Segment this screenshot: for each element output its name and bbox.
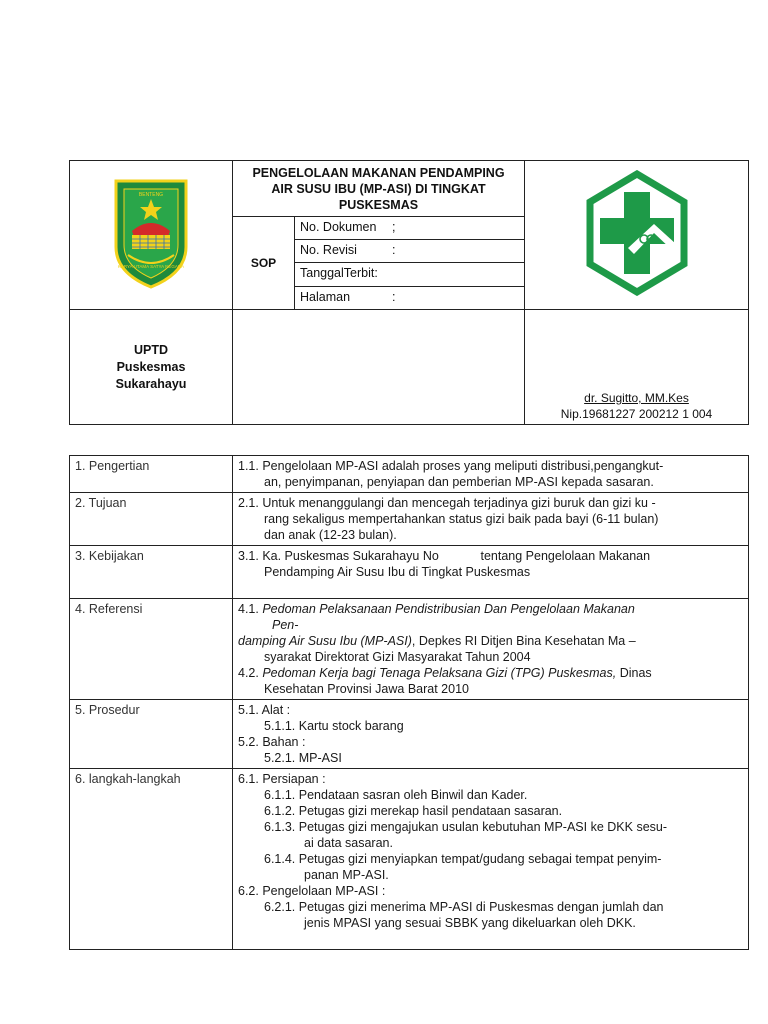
body-line — [238, 899, 743, 915]
body-text: 6.1.2. Petugas gizi merekap hasil pendataan sasaran. — [264, 804, 563, 818]
meta-issue-date — [295, 263, 525, 287]
organization-line: Sukarahayu — [115, 376, 187, 391]
body-text: dan anak (12-23 bulan). — [264, 528, 397, 542]
body-text: panan MP-ASI. — [304, 868, 389, 882]
regency-logo-cell — [70, 161, 233, 310]
body-text: rang sekaligus mempertahankan status gizi baik pada bayi (6-11 bulan) — [264, 512, 659, 526]
section-label: 5. Prosedur — [70, 700, 233, 769]
reference-title: Pen- — [272, 618, 299, 632]
body-text: ai data sasaran. — [304, 836, 393, 850]
meta-separator: : — [374, 266, 378, 280]
signature-block — [525, 310, 749, 425]
body-line — [238, 511, 743, 527]
section-label: 1. Pengertian — [70, 456, 233, 493]
body-text: Kesehatan Provinsi Jawa Barat 2010 — [264, 682, 469, 696]
body-text: 5.1. Alat : — [238, 703, 291, 717]
body-text: 5.2.1. MP-ASI — [264, 751, 342, 765]
body-text: 4.2. — [238, 666, 263, 680]
body-text: 6.1.4. Petugas gizi menyiapkan tempat/gudang sebagai tempat penyim- — [264, 852, 662, 866]
title-line: PUSKESMAS — [338, 198, 419, 212]
meta-separator: : — [392, 243, 396, 257]
body-line — [238, 702, 743, 718]
sop-label: SOP — [233, 217, 295, 310]
section-body — [233, 456, 749, 493]
body-line — [238, 718, 743, 734]
content-row — [70, 456, 749, 493]
section-body — [233, 493, 749, 546]
section-body — [233, 769, 749, 950]
body-text: 3.1. Ka. Puskesmas Sukarahayu No tentang Pengelolaan Makanan — [238, 549, 651, 563]
content-row — [70, 493, 749, 546]
sop-header-table — [69, 160, 749, 425]
body-line — [238, 633, 743, 649]
body-line — [238, 458, 743, 474]
body-line — [238, 734, 743, 750]
body-line — [238, 601, 743, 617]
sop-content-table — [69, 455, 749, 950]
body-line — [238, 474, 743, 490]
body-line — [238, 915, 743, 931]
body-text: an, penyimpanan, penyiapan dan pemberian MP-ASI kepada sasaran. — [264, 475, 654, 489]
body-line — [238, 617, 743, 633]
body-text — [238, 932, 241, 946]
section-body — [233, 599, 749, 700]
body-text: 6.2.1. Petugas gizi menerima MP-ASI di Puskesmas dengan jumlah dan — [264, 900, 664, 914]
body-line — [238, 771, 743, 787]
section-body — [233, 700, 749, 769]
body-text: 6.2. Pengelolaan MP-ASI : — [238, 884, 386, 898]
body-text: syarakat Direktorat Gizi Masyarakat Tahun 2004 — [264, 650, 531, 664]
content-row — [70, 599, 749, 700]
body-line — [238, 851, 743, 867]
body-text: 6.1. Persiapan : — [238, 772, 326, 786]
body-text: 6.1.1. Pendataan sasran oleh Binwil dan Kader. — [264, 788, 528, 802]
body-line — [238, 681, 743, 697]
meta-separator: ; — [392, 220, 396, 234]
meta-label: No. Dokumen — [300, 220, 377, 234]
section-label: 6. langkah-langkah — [70, 769, 233, 950]
section-label: 3. Kebijakan — [70, 546, 233, 599]
body-text: 6.1.3. Petugas gizi mengajukan usulan kebutuhan MP-ASI ke DKK sesu- — [264, 820, 668, 834]
section-body — [233, 546, 749, 599]
section-label: 4. Referensi — [70, 599, 233, 700]
body-text: 1.1. Pengelolaan MP-ASI adalah proses yang meliputi distribusi,pengangkut- — [238, 459, 664, 473]
body-text — [238, 581, 241, 595]
meta-label: TanggalTerbit — [300, 266, 375, 280]
body-line — [238, 931, 743, 947]
reference-title: damping Air Susu Ibu (MP-ASI) — [238, 634, 412, 648]
puskesmas-logo-cell — [525, 161, 749, 310]
body-line — [238, 819, 743, 835]
body-text: jenis MPASI yang sesuai SBBK yang dikeluarkan oleh DKK. — [304, 916, 636, 930]
body-line — [238, 527, 743, 543]
organization-line: UPTD — [133, 342, 169, 357]
organization-name — [70, 310, 233, 425]
meta-separator: : — [392, 290, 396, 304]
content-row — [70, 546, 749, 599]
body-text: Dinas — [616, 666, 652, 680]
body-line — [238, 867, 743, 883]
regency-crest-icon — [110, 175, 192, 291]
content-row — [70, 700, 749, 769]
body-line — [238, 564, 743, 580]
body-text: , Depkes RI Ditjen Bina Kesehatan Ma – — [411, 634, 636, 648]
body-text: 5.1.1. Kartu stock barang — [264, 719, 404, 733]
body-line — [238, 548, 743, 564]
document-title — [233, 161, 525, 217]
crest-top-text: BENTENG — [138, 191, 164, 198]
body-text: 2.1. Untuk menanggulangi dan mencegah terjadinya gizi buruk dan gizi ku - — [238, 496, 656, 510]
organization-line: Puskesmas — [116, 359, 186, 374]
meta-document-number — [295, 217, 525, 240]
body-text: 5.2. Bahan : — [238, 735, 306, 749]
signer-name: dr. Sugitto, MM.Kes — [584, 391, 689, 405]
body-line — [238, 580, 743, 596]
title-line: AIR SUSU IBU (MP-ASI) DI TINGKAT — [271, 182, 486, 196]
body-line — [238, 665, 743, 681]
crest-bottom-text: KARYA UTAMA SATYA NEGARA — [117, 263, 185, 269]
content-row — [70, 769, 749, 950]
body-line — [238, 883, 743, 899]
title-line: PENGELOLAAN MAKANAN PENDAMPING — [252, 166, 505, 180]
section-label: 2. Tujuan — [70, 493, 233, 546]
body-line — [238, 787, 743, 803]
body-line — [238, 835, 743, 851]
meta-revision-number — [295, 240, 525, 263]
body-text: Pendamping Air Susu Ibu di Tingkat Puskesmas — [264, 565, 531, 579]
puskesmas-cross-icon — [584, 170, 690, 296]
body-line — [238, 750, 743, 766]
body-text: 4.1. — [238, 602, 263, 616]
reference-title: Pedoman Kerja bagi Tenaga Pelaksana Gizi (TPG) Puskesmas, — [262, 666, 617, 680]
body-line — [238, 803, 743, 819]
body-line — [238, 649, 743, 665]
signer-nip: Nip.19681227 200212 1 004 — [560, 407, 713, 421]
blank-cell — [233, 310, 525, 425]
meta-label: Halaman — [300, 290, 351, 304]
meta-page — [295, 287, 525, 310]
meta-label: No. Revisi — [300, 243, 357, 257]
reference-title: Pedoman Pelaksanaan Pendistribusian Dan Pengelolaan Makanan — [262, 602, 635, 616]
body-line — [238, 495, 743, 511]
